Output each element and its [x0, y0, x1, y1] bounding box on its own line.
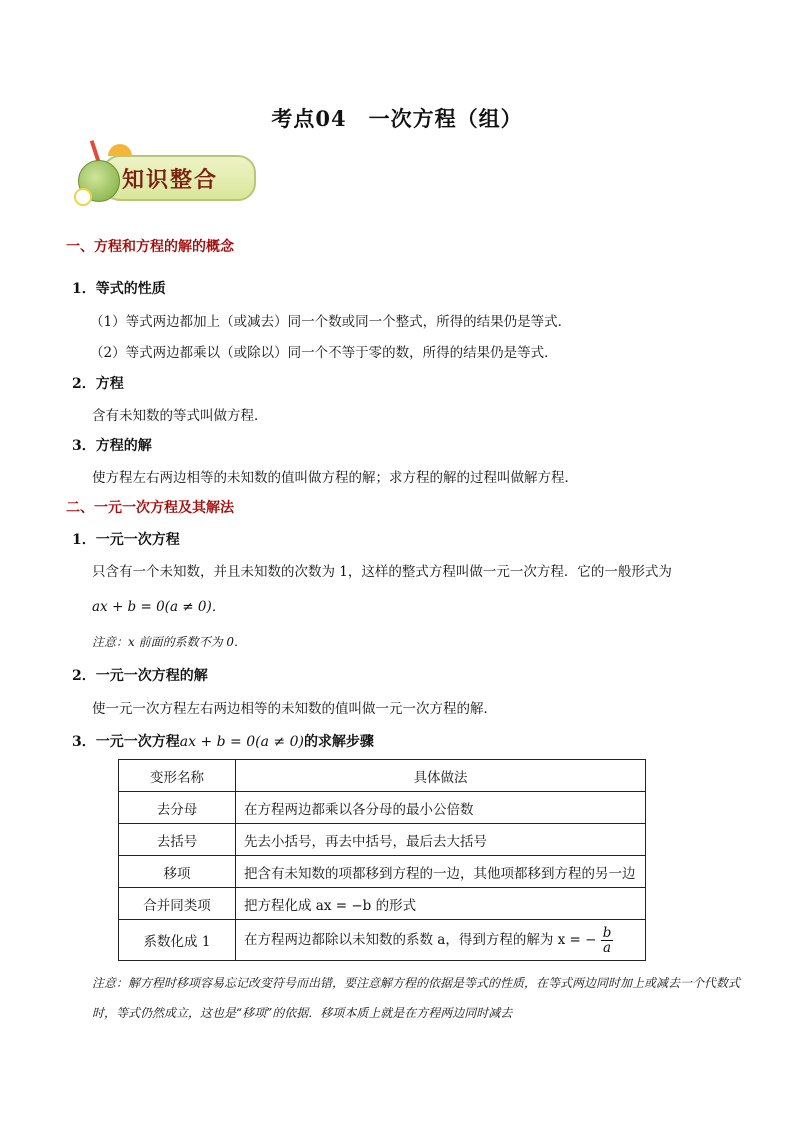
flower-icon: [74, 188, 92, 206]
table-cell: [236, 920, 646, 961]
table-row: [119, 920, 646, 961]
table-cell: 系数化成 1: [119, 920, 236, 961]
table-header-row: [119, 760, 646, 792]
paragraph: （1）等式两边都加上（或减去）同一个数或同一个整式，所得的结果仍是等式．: [90, 314, 572, 330]
subheading-linear-solution: 2．一元一次方程的解: [72, 668, 208, 684]
fraction-numerator: b: [602, 924, 612, 941]
paragraph: 使一元一次方程左右两边相等的未知数的值叫做一元一次方程的解．: [92, 701, 497, 717]
table-cell: 先去小括号，再去中括号，最后去大括号: [236, 824, 646, 856]
table-cell: 在方程两边都乘以各分母的最小公倍数: [236, 792, 646, 824]
table-row: [119, 824, 646, 856]
subheading-equation: 2．方程: [72, 376, 124, 392]
paragraph: 使方程左右两边相等的未知数的值叫做方程的解；求方程的解的过程叫做解方程．: [92, 470, 578, 486]
table-row: [119, 888, 646, 920]
subheading-pre: 3．一元一次方程: [72, 734, 180, 750]
table-cell: 移项: [119, 856, 236, 888]
paragraph: （2）等式两边都乘以（或除以）同一个不等于零的数，所得的结果仍是等式．: [90, 345, 558, 361]
table-header: 变形名称: [119, 760, 236, 792]
table-cell-text: 在方程两边都除以未知数的系数 a，得到方程的解为 x = −: [244, 931, 597, 948]
subheading-linear-equation: 1．一元一次方程: [72, 532, 180, 548]
subheading-post: 的求解步骤: [303, 734, 374, 750]
table-cell: 去括号: [119, 824, 236, 856]
umbrella-icon: [108, 144, 132, 156]
page-title: 考点04 一次方程（组）: [271, 106, 523, 131]
section-badge: [72, 140, 254, 208]
steps-table: [118, 759, 646, 961]
table-cell: 把方程化成 ax = −b 的形式: [236, 888, 646, 920]
section-heading-1: 一、方程和方程的解的概念: [66, 239, 234, 255]
paragraph: 含有未知数的等式叫做方程．: [92, 408, 268, 424]
table-row: [119, 856, 646, 888]
subheading-equality-properties: 1．等式的性质: [72, 281, 166, 297]
table-header: 具体做法: [236, 760, 646, 792]
paragraph: 只含有一个未知数，并且未知数的次数为 1，这样的整式方程叫做一元一次方程．它的一般形式为: [92, 564, 672, 580]
subheading-solving-steps: [72, 731, 374, 751]
formula: ax + b = 0(a ≠ 0)．: [92, 599, 226, 615]
fraction: [601, 926, 614, 955]
note: 注意：x 前面的系数不为 0．: [92, 635, 247, 649]
fraction-denominator: a: [603, 939, 612, 956]
table-cell: 把含有未知数的项都移到方程的一边，其他项都移到方程的另一边: [236, 856, 646, 888]
section-heading-2: 二、一元一次方程及其解法: [66, 500, 234, 516]
note-paragraph: 注意：解方程时移项容易忘记改变符号而出错，要注意解方程的依据是等式的性质，在等式两边同时加上或减去一个代数式时，等式仍然成立，这也是“移项”的依据．移项本质上就是在方程两边同时减去: [92, 976, 741, 1020]
table-cell: 合并同类项: [119, 888, 236, 920]
subheading-solution: 3．方程的解: [72, 438, 152, 454]
badge-label: 知识整合: [122, 168, 219, 193]
table-row: [119, 792, 646, 824]
subheading-formula: ax + b = 0(a ≠ 0): [179, 734, 304, 750]
table-cell: 去分母: [119, 792, 236, 824]
